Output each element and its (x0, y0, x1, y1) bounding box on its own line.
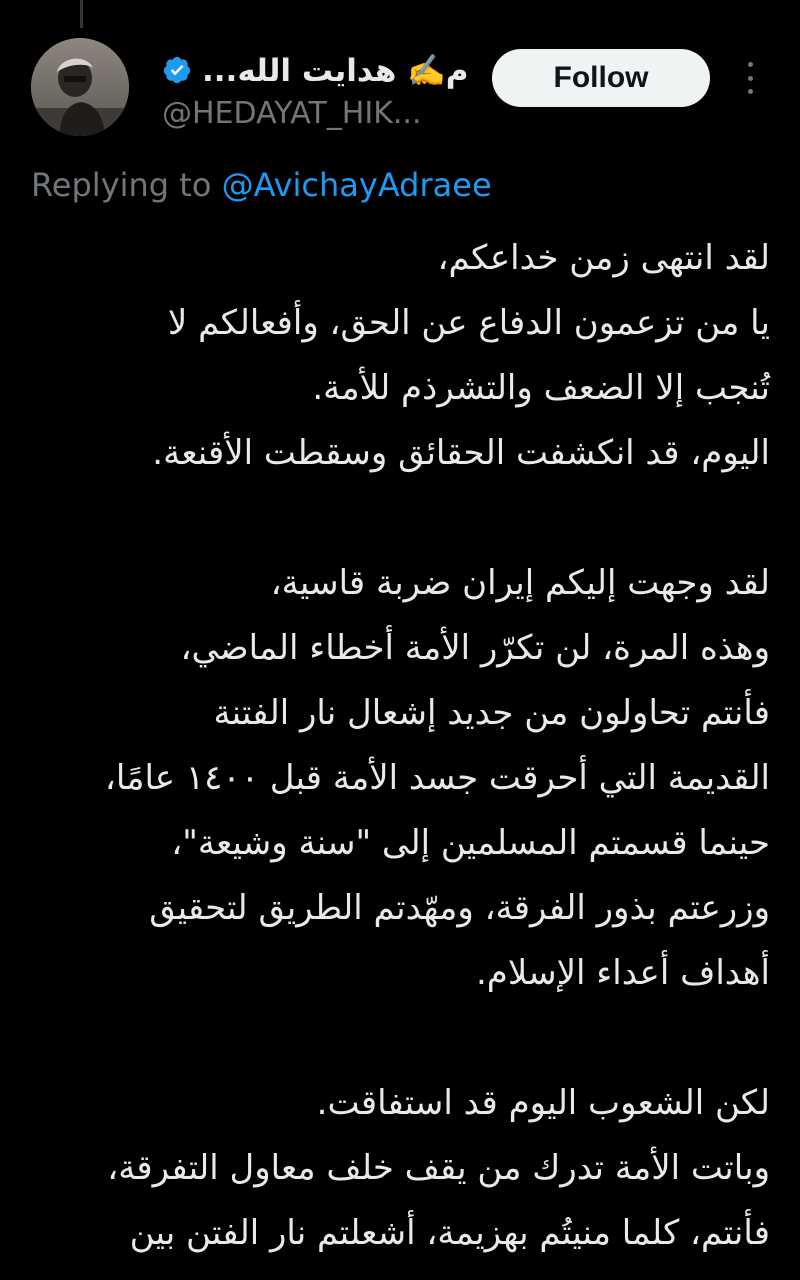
replying-mention-link[interactable]: @AvichayAdraee (221, 166, 492, 204)
author-name-row[interactable] (162, 50, 468, 90)
verified-badge-icon (162, 55, 192, 85)
more-options-icon[interactable] (740, 58, 760, 98)
author-display-name: م✍️ هدايت الله... (202, 52, 469, 89)
tweet-line: لقد انتهى زمن خداعكم، (437, 238, 770, 278)
tweet-line: لكن الشعوب اليوم قد استفاقت. (316, 1083, 770, 1123)
tweet-line: وباتت الأمة تدرك من يقف خلف معاول التفرقة، (107, 1148, 770, 1188)
replying-to-line (31, 166, 492, 204)
paragraph-gap (30, 486, 770, 551)
tweet-line: حينما قسمتم المسلمين إلى "سنة وشيعة"، (171, 823, 770, 863)
paragraph-gap (30, 1006, 770, 1071)
replying-prefix: Replying to (31, 166, 222, 204)
author-handle[interactable]: @HEDAYAT_HIK... (162, 96, 422, 131)
tweet-line: فأنتم تحاولون من جديد إشعال نار الفتنة (213, 693, 770, 733)
tweet-line: اليوم، قد انكشفت الحقائق وسقطت الأقنعة. (152, 433, 770, 473)
follow-button[interactable]: Follow (492, 49, 710, 107)
tweet-header (0, 0, 800, 150)
tweet-line: تُنجب إلا الضعف والتشرذم للأمة. (312, 368, 770, 408)
tweet-line: القديمة التي أحرقت جسد الأمة قبل ١٤٠٠ عامًا، (104, 758, 770, 798)
tweet-line: فأنتم، كلما منيتُم بهزيمة، أشعلتم نار الفتن بين (129, 1213, 770, 1253)
tweet-line: لقد وجهت إليكم إيران ضربة قاسية، (270, 563, 770, 603)
tweet-line: وزرعتم بذور الفرقة، ومهّدتم الطريق لتحقيق (149, 888, 770, 928)
tweet-line: يا من تزعمون الدفاع عن الحق، وأفعالكم لا (167, 303, 770, 343)
tweet-line: وهذه المرة، لن تكرّر الأمة أخطاء الماضي، (180, 628, 770, 668)
avatar[interactable] (31, 38, 129, 136)
tweet-line: أهداف أعداء الإسلام. (475, 953, 770, 993)
tweet-text (30, 226, 770, 1266)
avatar-image (31, 38, 129, 136)
